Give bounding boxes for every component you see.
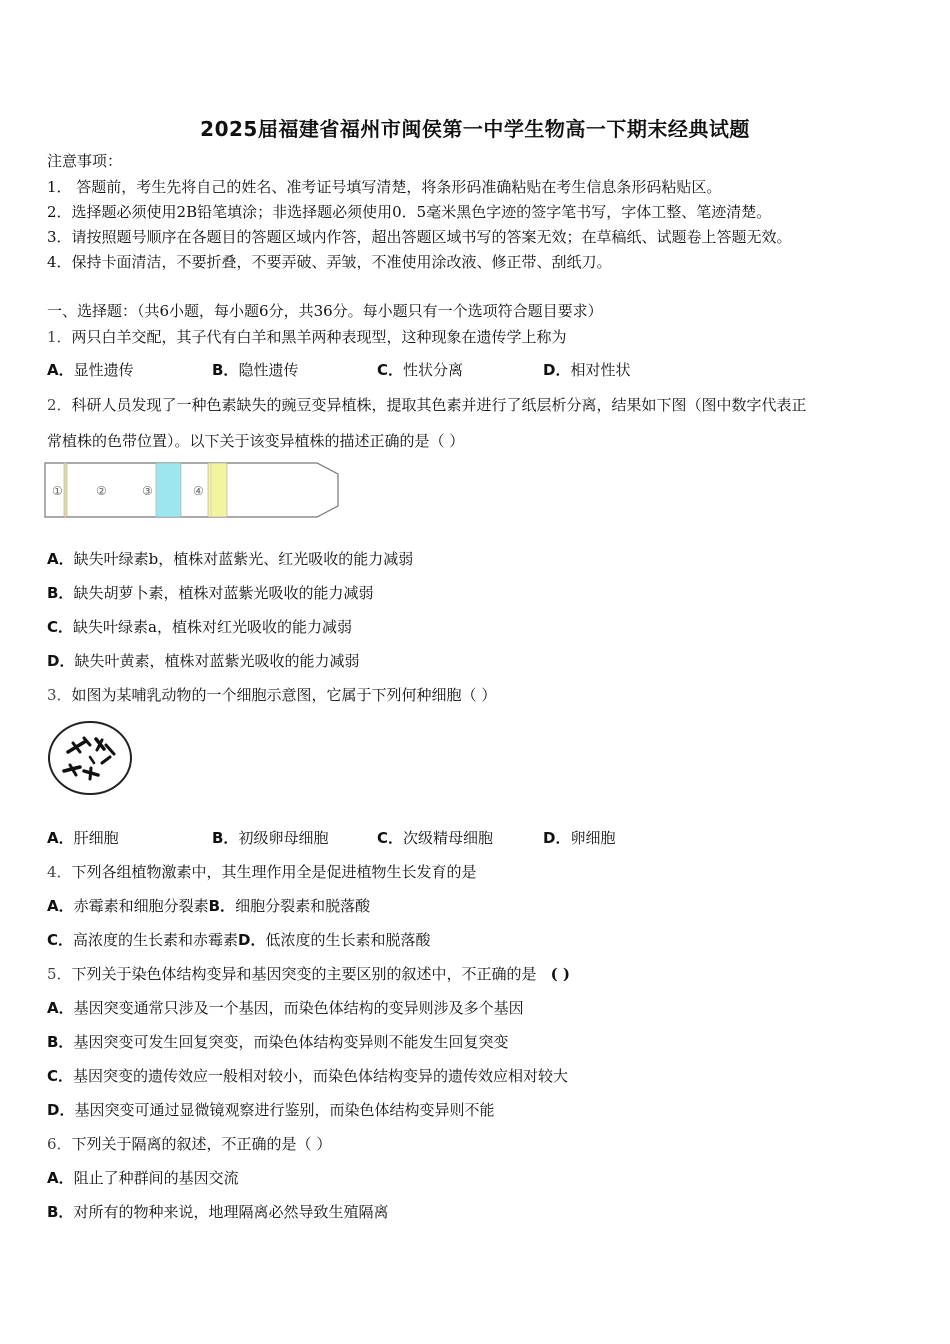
notice-heading: 注意事项： [47, 152, 123, 170]
q1-option-b: B．隐性遗传 [212, 361, 299, 379]
q3-option-b: B．初级卵母细胞 [212, 829, 329, 847]
q5-option-b: B．基因突变可发生回复突变，而染色体结构变异则不能发生回复突变 [47, 1033, 509, 1051]
q2-option-c: C．缺失叶绿素a，植株对红光吸收的能力减弱 [47, 618, 352, 636]
question-5 [47, 964, 570, 984]
notice-item-1: 1． 答题前，考生先将自己的姓名、准考证号填写清楚，将条形码准确粘贴在考生信息条形码粘贴区。 [47, 178, 722, 196]
question-number: 2． [47, 396, 72, 414]
question-number: 5． [47, 965, 72, 983]
q5-option-d: D．基因突变可通过显微镜观察进行鉴别，而染色体结构变异则不能 [47, 1101, 495, 1119]
question-stem: 下列关于染色体结构变异和基因突变的主要区别的叙述中，不正确的是 [71, 965, 537, 983]
q2-option-a: A．缺失叶绿素b，植株对蓝紫光、红光吸收的能力减弱 [47, 550, 414, 568]
band-label-1: ① [52, 484, 63, 498]
question-number: 3． [47, 686, 72, 704]
question-stem: 两只白羊交配，其子代有白羊和黑羊两种表现型，这种现象在遗传学上称为 [71, 328, 567, 346]
question-2 [47, 395, 807, 415]
q3-option-d: D．卵细胞 [543, 829, 616, 847]
question-stem: 下列各组植物激素中，其生理作用全是促进植物生长发育的是 [71, 863, 477, 881]
question-3 [47, 685, 496, 705]
band-label-2: ② [96, 484, 107, 498]
question-stem-line1: 科研人员发现了一种色素缺失的豌豆变异植株，提取其色素并进行了纸层析分离，结果如下图（图中数字代表正 [71, 396, 807, 414]
question-1 [47, 327, 567, 347]
question-number: 6． [47, 1135, 72, 1153]
notice-item-2: 2．选择题必须使用2B铅笔填涂；非选择题必须使用0．5毫米黑色字迹的签字笔书写，字体工整、笔迹清楚。 [47, 203, 772, 221]
section-heading: 一、选择题：（共6小题，每小题6分，共36分。每小题只有一个选项符合题目要求） [47, 302, 603, 320]
chromatography-strip-figure [44, 462, 340, 518]
question-number: 1． [47, 328, 72, 346]
q2-option-b: B．缺失胡萝卜素，植株对蓝紫光吸收的能力减弱 [47, 584, 374, 602]
band-1 [64, 463, 67, 517]
question-stem: 如图为某哺乳动物的一个细胞示意图，它属于下列何种细胞（ ） [71, 686, 497, 704]
q6-option-a: A．阻止了种群间的基因交流 [47, 1169, 239, 1187]
q1-option-a: A．显性遗传 [47, 361, 134, 379]
cell-diagram-figure [46, 719, 134, 797]
q4-option-cd: C．高浓度的生长素和赤霉素D．低浓度的生长素和脱落酸 [47, 931, 431, 949]
answer-paren: ( ) [550, 965, 570, 983]
q5-option-c: C．基因突变的遗传效应一般相对较小，而染色体结构变异的遗传效应相对较大 [47, 1067, 569, 1085]
q5-option-a: A．基因突变通常只涉及一个基因，而染色体结构的变异则涉及多个基因 [47, 999, 524, 1017]
q1-option-c: C．性状分离 [377, 361, 464, 379]
notice-item-4: 4．保持卡面清洁，不要折叠，不要弄破、弄皱，不准使用涂改液、修正带、刮纸刀。 [47, 253, 612, 271]
question-4 [47, 862, 477, 882]
question-2-line2: 常植株的色带位置）。以下关于该变异植株的描述正确的是（ ） [47, 432, 465, 450]
q4-option-ab: A．赤霉素和细胞分裂素B．细胞分裂素和脱落酸 [47, 897, 371, 915]
q1-option-d: D．相对性状 [543, 361, 631, 379]
band-3 [156, 463, 181, 517]
band-label-4: ④ [193, 484, 204, 498]
band-label-3: ③ [142, 484, 153, 498]
page-title: 2025届福建省福州市闽侯第一中学生物高一下期末经典试题 [200, 117, 750, 141]
q2-option-d: D．缺失叶黄素，植株对蓝紫光吸收的能力减弱 [47, 652, 360, 670]
question-number: 4． [47, 863, 72, 881]
q6-option-b: B．对所有的物种来说，地理隔离必然导致生殖隔离 [47, 1203, 389, 1221]
question-6 [47, 1134, 331, 1154]
q3-option-a: A．肝细胞 [47, 829, 119, 847]
notice-item-3: 3．请按照题号顺序在各题目的答题区域内作答，超出答题区域书写的答案无效；在草稿纸、试题卷上答题无效。 [47, 228, 792, 246]
question-stem: 下列关于隔离的叙述，不正确的是（ ） [71, 1135, 332, 1153]
paper-strip-outline [45, 463, 338, 517]
q3-option-c: C．次级精母细胞 [377, 829, 494, 847]
